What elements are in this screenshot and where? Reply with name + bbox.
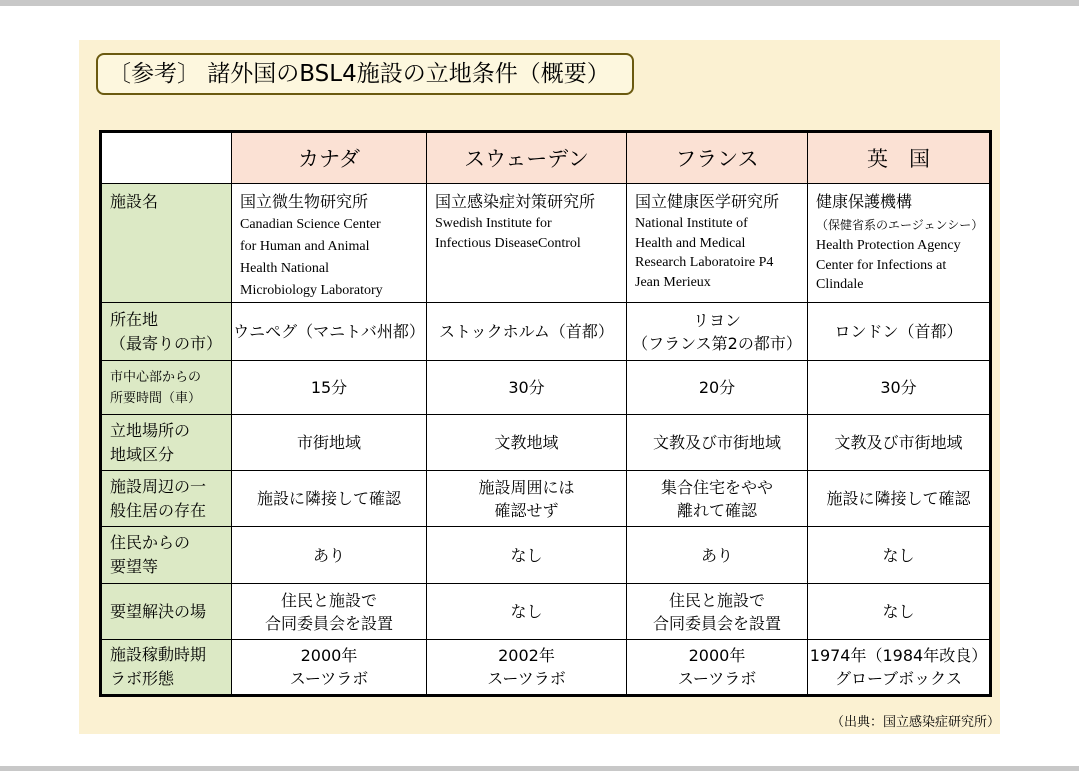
header-canada: カナダ bbox=[232, 132, 427, 184]
row-label-operation: 施設稼動時期 ラボ形態 bbox=[101, 640, 232, 696]
requests-france: あり bbox=[627, 527, 808, 584]
row-label-zoning: 立地場所の 地域区分 bbox=[101, 415, 232, 471]
facility-name-en: Clindale bbox=[816, 277, 864, 292]
row-label-resolution: 要望解決の場 bbox=[101, 584, 232, 640]
row-label-travel-time: 市中心部からの 所要時間（車） bbox=[101, 361, 232, 415]
travel-time-uk: 30分 bbox=[808, 361, 991, 415]
facility-name-en: Canadian Science Center bbox=[240, 217, 381, 232]
requests-uk: なし bbox=[808, 527, 991, 584]
facility-name-en: Health National bbox=[240, 261, 330, 276]
row-label-facility: 施設名 bbox=[101, 184, 232, 303]
header-uk: 英 国 bbox=[808, 132, 991, 184]
operation-france: 2000年 スーツラボ bbox=[627, 640, 808, 696]
residences-canada: 施設に隣接して確認 bbox=[232, 471, 427, 527]
location-canada: ウニペグ（マニトバ州都） bbox=[232, 303, 427, 361]
zoning-sweden: 文教地域 bbox=[427, 415, 627, 471]
header-corner-cell bbox=[101, 132, 232, 184]
travel-time-france: 20分 bbox=[627, 361, 808, 415]
requests-sweden: なし bbox=[427, 527, 627, 584]
source-citation: （出典：国立感染症研究所） bbox=[830, 715, 1000, 730]
location-sweden: ストックホルム（首都） bbox=[427, 303, 627, 361]
facility-name-en: Jean Merieux bbox=[635, 274, 711, 290]
facility-canada bbox=[232, 184, 427, 303]
slide-title-text: 〔参考〕 諸外国のBSL4施設の立地条件（概要） bbox=[108, 61, 610, 87]
bottom-divider bbox=[0, 766, 1079, 771]
operation-sweden: 2002年 スーツラボ bbox=[427, 640, 627, 696]
resolution-france: 住民と施設で 合同委員会を設置 bbox=[627, 584, 808, 640]
facility-sweden bbox=[427, 184, 627, 303]
facility-name-en: Research Laboratoire P4 bbox=[635, 255, 774, 270]
residences-uk: 施設に隣接して確認 bbox=[808, 471, 991, 527]
location-france: リヨン （フランス第2の都市） bbox=[627, 303, 808, 361]
facility-uk bbox=[808, 184, 991, 303]
resolution-sweden: なし bbox=[427, 584, 627, 640]
operation-canada: 2000年 スーツラボ bbox=[232, 640, 427, 696]
facility-france bbox=[627, 184, 808, 303]
facility-note: （保健省系のエージェンシー） bbox=[816, 218, 984, 232]
header-sweden: スウェーデン bbox=[427, 132, 627, 184]
facility-name-jp: 健康保護機構 bbox=[816, 192, 913, 211]
facility-name-en: for Human and Animal bbox=[240, 239, 370, 254]
zoning-france: 文教及び市街地域 bbox=[627, 415, 808, 471]
facility-name-en: Health and Medical bbox=[635, 235, 746, 251]
facility-name-en: Center for Infections at bbox=[816, 257, 947, 273]
table-row-operation bbox=[101, 640, 991, 696]
zoning-uk: 文教及び市街地域 bbox=[808, 415, 991, 471]
travel-time-sweden: 30分 bbox=[427, 361, 627, 415]
resolution-canada: 住民と施設で 合同委員会を設置 bbox=[232, 584, 427, 640]
residences-france: 集合住宅をやや 離れて確認 bbox=[627, 471, 808, 527]
facility-name-en: Swedish Institute for bbox=[435, 216, 552, 231]
table-row-facility bbox=[101, 184, 991, 303]
table-row-resolution bbox=[101, 584, 991, 640]
facility-name-en: Health Protection Agency bbox=[816, 238, 961, 253]
table-row-travel-time bbox=[101, 361, 991, 415]
facility-name-jp: 国立感染症対策研究所 bbox=[435, 192, 596, 211]
header-france: フランス bbox=[627, 132, 808, 184]
operation-uk: 1974年（1984年改良） グローブボックス bbox=[808, 640, 991, 696]
requests-canada: あり bbox=[232, 527, 427, 584]
facility-name-en: National Institute of bbox=[635, 216, 748, 231]
table-row-requests bbox=[101, 527, 991, 584]
table-header-row bbox=[101, 132, 991, 184]
table-row-location bbox=[101, 303, 991, 361]
table-row-residences bbox=[101, 471, 991, 527]
zoning-canada: 市街地域 bbox=[232, 415, 427, 471]
travel-time-canada: 15分 bbox=[232, 361, 427, 415]
slide-title bbox=[96, 53, 634, 95]
resolution-uk: なし bbox=[808, 584, 991, 640]
row-label-requests: 住民からの 要望等 bbox=[101, 527, 232, 584]
row-label-residences: 施設周辺の一 般住居の存在 bbox=[101, 471, 232, 527]
row-label-location: 所在地 （最寄りの市） bbox=[101, 303, 232, 361]
table-row-zoning bbox=[101, 415, 991, 471]
facility-name-jp: 国立微生物研究所 bbox=[240, 192, 369, 211]
top-divider bbox=[0, 0, 1079, 6]
facility-name-en: Microbiology Laboratory bbox=[240, 283, 383, 298]
facility-name-jp: 国立健康医学研究所 bbox=[635, 192, 780, 211]
residences-sweden: 施設周囲には 確認せず bbox=[427, 471, 627, 527]
facility-name-en: Infectious DiseaseControl bbox=[435, 235, 581, 251]
bsl4-comparison-table bbox=[99, 130, 992, 697]
location-uk: ロンドン（首都） bbox=[808, 303, 991, 361]
